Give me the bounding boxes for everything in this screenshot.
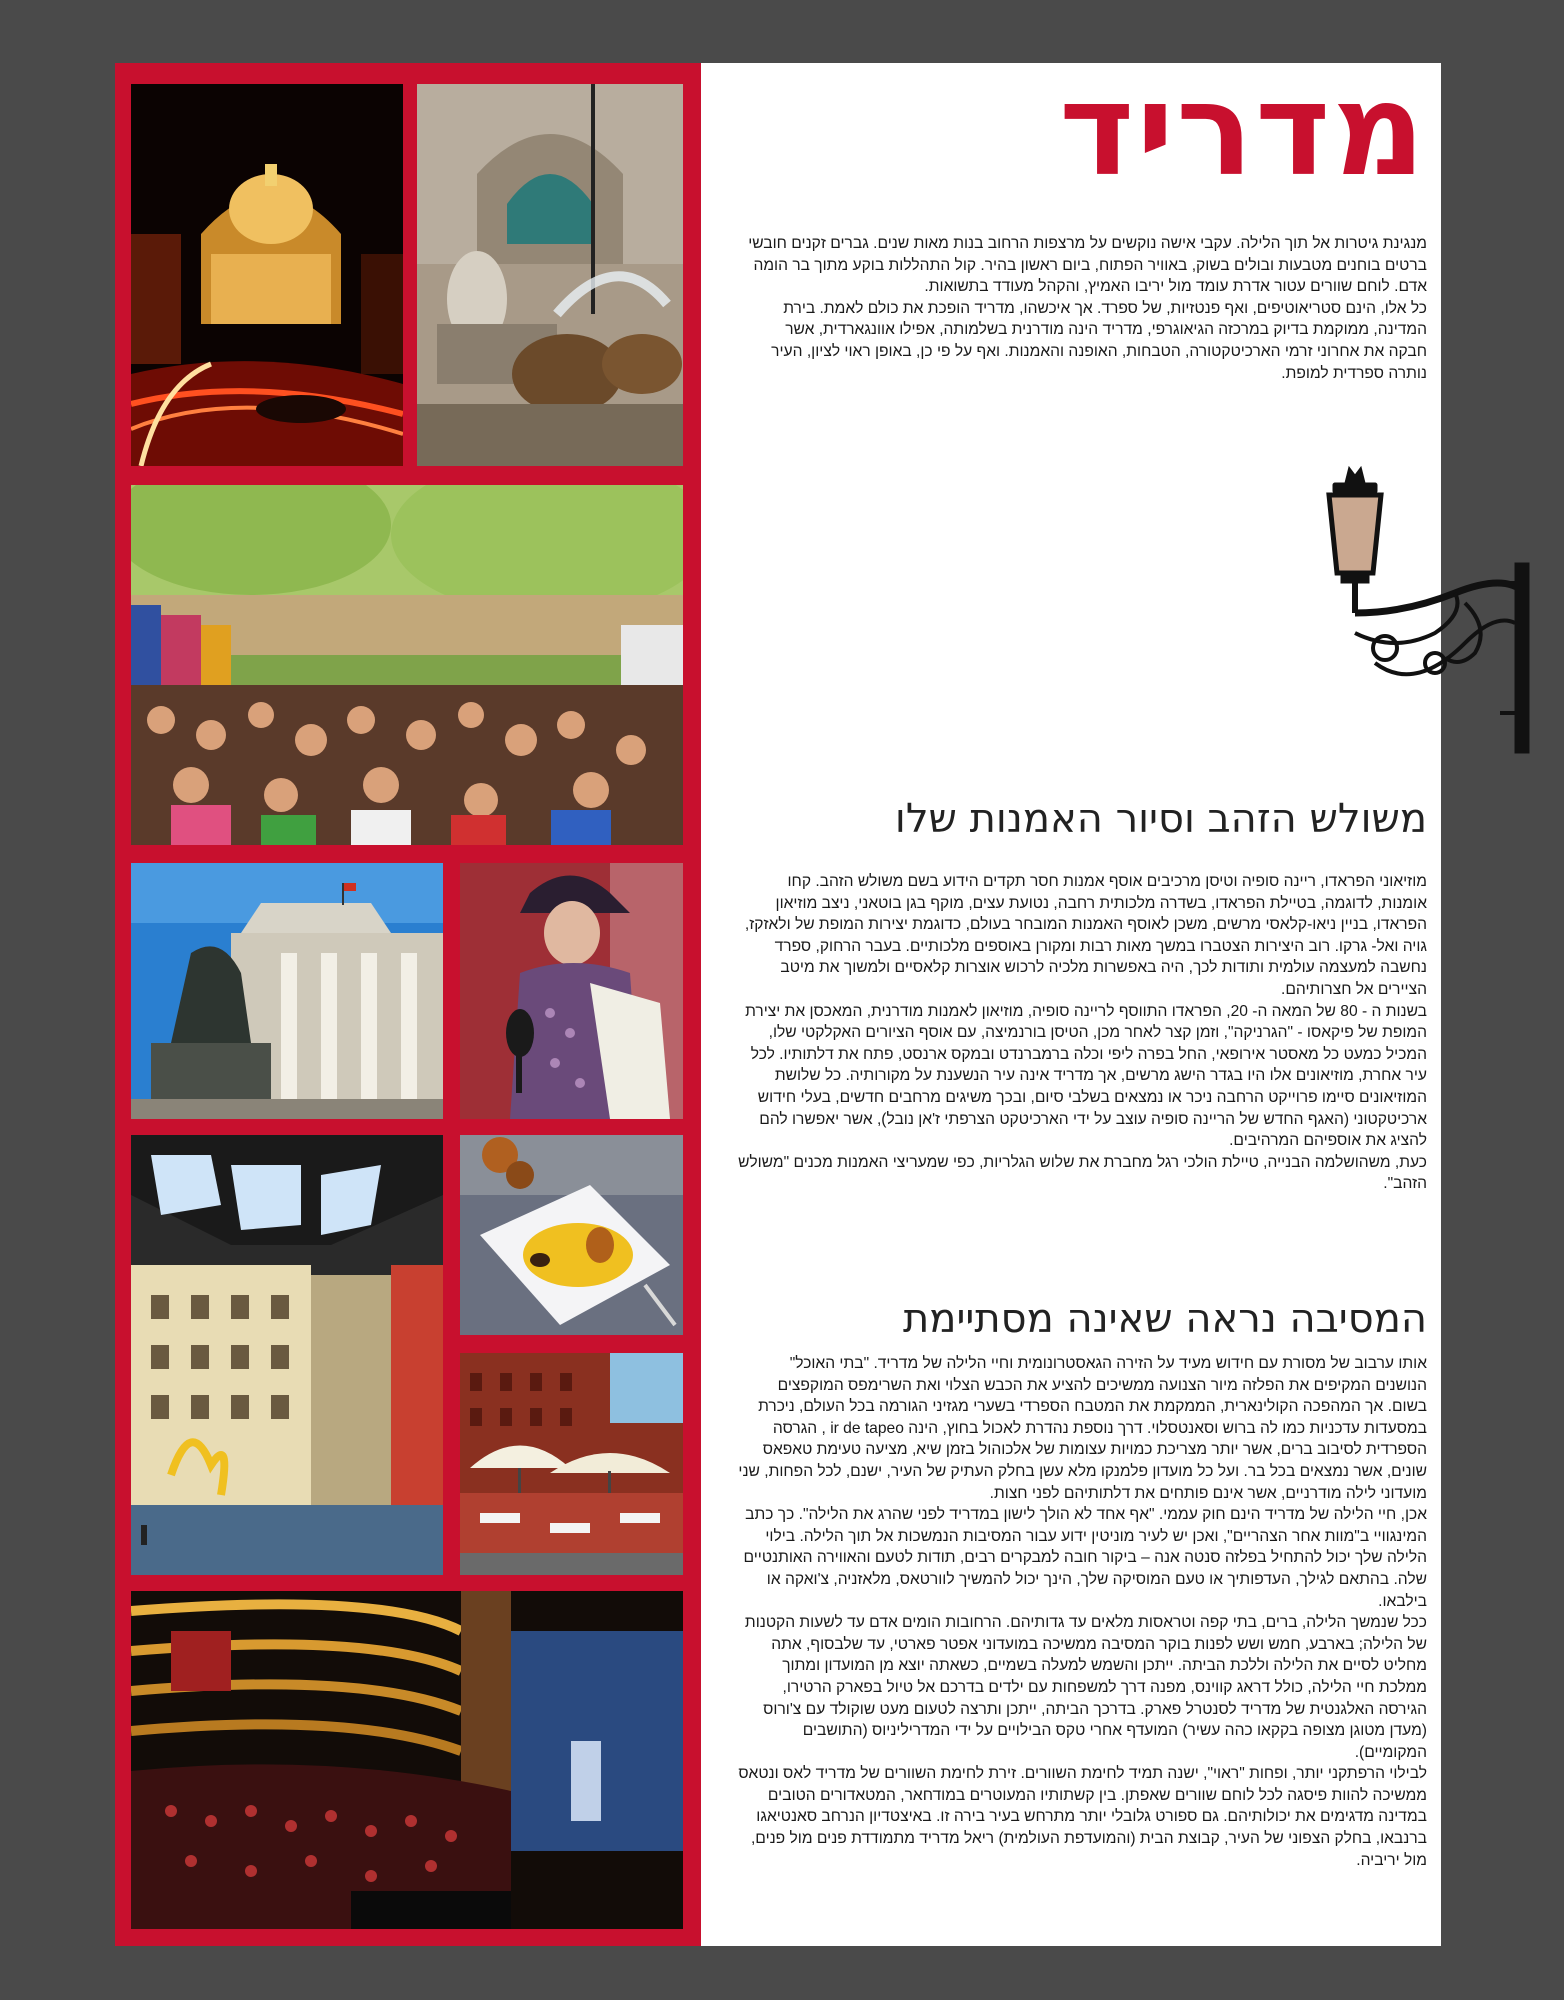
magazine-page <box>115 56 1441 1946</box>
article-paragraph: מוזיאוני הפראדו, ריינה סופיה וטיסן מרכיבים אוסף אמנות חסר תקדים הידוע בשם משולש הזהב. קחו אומנות, לדוגמה, בטיילת הפראדו, בשדרה מלכותית רחבה, נטועת עצים, מוקף בגן בוטאני, ניצב מוזיאון הפראדו, בניין ניאו-קלאסי מרשים, משכן לאוסף האמנות המובחר בעולם, כדוגמת יצירות המופת של ולאזקז, גויה ואל- גרקו. רוב היצירות הצטברו במשך מאות רבות ומקורן באוספים מלכותיים. בעבר הרחוק, ספרד נחשבה למעצמה עולמית ותודות לכך, היה באפשרות מלכיה לרכוש אוצרות קלאסיים ולמשוך את מיטב הציירים אל חצרותיהם. <box>744 873 1427 998</box>
cibeles-fountain-photo <box>417 84 683 466</box>
article-paragraph: ככל שנמשך הלילה, ברים, בתי קפה וטראסות מלאים עד גדותיהם. הרחובות הומים אדם עד לשעות הקטנות של הלילה; בארבע, חמש ושש לפנות בוקר המסיבה ממשיכה במועדוני אפטר פארטי, עד שלבסוף, אתה מחליט לסיים את הלילה וללכת הביתה. ייתכן והשמש למעלה בשמיים, כשאתה יוצא מן המועדון ומתוך ממלכת חיי הלילה, כולל דראג קווינס, מפנה דרך למשפחות עם ילדים בדרכם אל טיול בפארק הרטירו, הגירסה האלגנטית של מדריד לסנטרל פארק. בדרכך הביתה, ייתכן ותרצה לטעום מעט שוקולד עם צ'ורוס (מעדן מטוגן מצופה בקקאו כהה עשיר) המועדף אחרי טקס הבילויים על ידי המדריליניוס (התושבים המקומיים). <box>744 1614 1427 1761</box>
intro-paragraph: כל אלו, הינם סטריאוטיפים, ואף פנטזיות, של ספרד. אך איכשהו, מדריד הופכת את כולם לאמת. בירת המדינה, ממוקמת בדיוק במרכזה הגיאוגרפי, מדריד הינה מודרנית בשלמותה, אפילו אוונגארדית, אשר חבקה את אחרוני זרמי הארכיטקטורה, הטבחות, האופנה והאמנות. ואף על פי כן, באופן ראוי לציון, העיר נותרה ספרדית למופת. <box>771 299 1427 382</box>
street-lamp-icon <box>1315 463 1535 763</box>
prado-museum-statue-photo <box>131 863 443 1119</box>
article-paragraph: לבילוי הרפתקני יותר, ופחות "ראוי", ישנה תמיד לחימת השוורים. זירת לחימת השוורים של מדריד לאס ונטאס ממשיכה להוות פיסגה לכל לוחם שוורים שאפתן. בין קשתותיו המעוטרים במודחאר, המטאדורים הטובים במדינה מדגימים את יכולותיהם. גם ספורט גלובלי יותר מתרחש בעיר בירה זו. באיצטדיון הנרחב סאנטיאגו ברנבאו, בחלק הצפוני של העיר, קבוצת הבית (והמועדפת העולמית) ריאל מדריד מתמודדת פנים מול פנים, מול יריביה. <box>738 1765 1427 1869</box>
tapas-dessert-plate-photo <box>460 1135 683 1335</box>
nightlife-text <box>737 1353 1427 1871</box>
intro-paragraph: מנגינת גיטרות אל תוך הלילה. עקבי אישה נוקשים על מרצפות הרחוב בנות מאות שנים. גברים זקנים חובשי ברטים בוחנים מטבעות ובולים בשוק, באוויר הפתוח, ביום ראשון בהיר. קול התהללות בוקע מתוך בר הומה אדם. לוחם שוורים עטור אדרת עומד מול יריבו האמיץ, והקהל מעודד בתשואות. <box>748 235 1427 296</box>
picasso-harlequin-painting-photo <box>460 863 683 1119</box>
golden-triangle-text <box>737 871 1427 1195</box>
teatro-real-opera-interior-photo <box>131 1591 683 1929</box>
article-paragraph: אכן, חיי הלילה של מדריד הינם חוק עממי. "אף אחד לא הולך לישון במדריד לפני שהרג את הלילה". כך כתב המינגוויי ב"מוות אחר הצהריים", ואכן יש לעיר מוניטין ידוע עבור המסיבות הנמשכות אל תוך הלילה. בילוי הלילה שלך יכול להתחיל בפלזה סנטה אנה – ביקור חובה למבקרים רבים, תודות לטעם והאווירה האותנטיים שלה. בהתאם לגילך, העדפותיך או טעם המוסיקה שלך, הינך יכול להמשיך לוורטאס, מלאזניה, צ'ואקה או בילבאו. <box>743 1506 1427 1610</box>
section-heading-nightlife: המסיבה נראה שאינה מסתיימת <box>902 1296 1427 1342</box>
intro-text <box>747 233 1427 384</box>
article-paragraph: אותו ערבוב של מסורת עם חידוש מעיד על הזירה הגאסטרונומית וחיי הלילה של מדריד. "בתי האוכל" הנושנים המקיפים את הפלזה מיור הצנועה ממשיכים להציע את הכבש הצלוי ואת השרימפס המוקפצים בשום. אך המהפכה הקולינארית, הממקמת את המטבח הספרדי בשערי מגזיני הגורמה בכל העולם, ניכרת במסעדות עדכניות כמו לה ברוש וסאנטסלוי. דרך נוספת נהדרת לאכול בחוץ, הינה ir de tapeo , הגרסה הספרדית לסיבוב ברים, אשר יותר מצריכת כמויות עצומות של אלכוהול בזמן שיא, מציעה טעימת טאפאס שונים, אשר נמצאים בכל בר. ועל כל מועדון פלמנקו מלא עשן בחלק העתיק של העיר, ישנם, לכל הפחות, שני מועדוני לילה מודרניים, אשר אינם פותחים את דלתותיהם לפני חצות. <box>738 1355 1427 1502</box>
section-heading-golden-triangle: משולש הזהב וסיור האמנות שלו <box>894 796 1427 842</box>
metropolis-building-night-photo <box>131 84 403 466</box>
article-paragraph: כעת, משהושלמה הבנייה, טיילת הולכי רגל מחברת את שלוש הגלריות, כפי שמעריצי האמנות מכנים "משולש הזהב". <box>738 1153 1427 1193</box>
article-text-column <box>737 56 1427 1946</box>
reina-sofia-courtyard-photo <box>131 1135 443 1575</box>
photo-column <box>115 63 701 1946</box>
plaza-mayor-cafe-photo <box>460 1353 683 1575</box>
el-rastro-market-crowd-photo <box>131 485 683 845</box>
article-paragraph: בשנות ה - 80 של המאה ה- 20, הפראדו התווסף לריינה סופיה, מוזיאון לאמנות מודרנית, המאכסן את יצירת המופת של פיקאסו - "הגרניקה", וזמן קצר לאחר מכן, הטיסן בורנמיצה, עם אוסף הציורים האקלקטי שלו, המכיל כמעט כל מאסטר אירופאי, החל בפרה ליפי וכלה ברמברנדט ובמקס ארנסט, פתח את דלתותיו. לכל עיר אחרת, מוזיאונים אלו היו בגדר הישג מרשים, אך מדריד אינה עיר הנשענת על מקורותיה. כל שלושת המוזיאונים סיימו פרוייקט הרחבה ניכר או נמצאים בשלבי סיום, ובכך משיגים מרחבים חדשים, בעלי חידוש ארכיטקטוני (האגף החדש של הריינה סופיה עוצב על ידי הארכיטקט הצרפתי ז'אן נובל), אשר יאפשרו להם להציג את אוספיהם המרהיבים. <box>745 1002 1427 1150</box>
page-title: מדריד <box>1059 56 1427 205</box>
